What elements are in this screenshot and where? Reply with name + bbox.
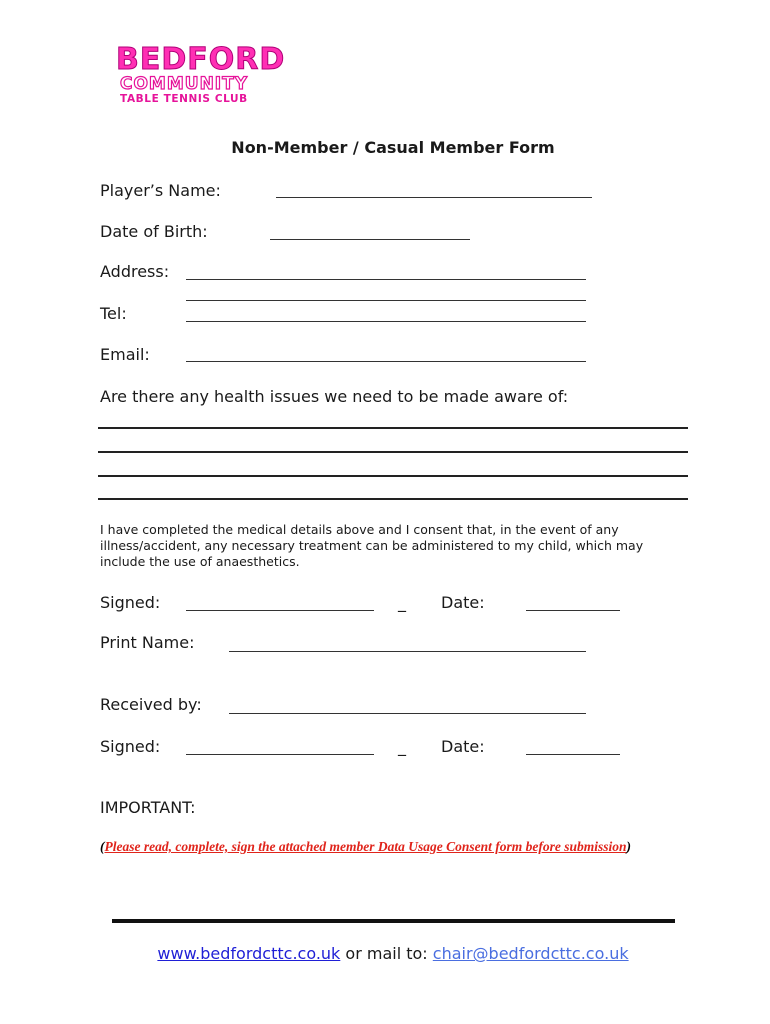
address-field-line-2[interactable]	[186, 300, 586, 301]
print-name-field[interactable]	[229, 651, 586, 652]
players-name-field[interactable]	[276, 197, 592, 198]
health-answer-line-2[interactable]	[98, 451, 688, 453]
consent-text: I have completed the medical details above and I consent that, in the event of any illness/accident, any necessary treatment can be administered to my child, which may include the use of anaesthetics.	[100, 522, 644, 569]
health-answer-line-4[interactable]	[98, 498, 688, 500]
important-note-close: )	[626, 839, 631, 854]
dob-field[interactable]	[270, 239, 470, 240]
website-link[interactable]: www.bedfordcttc.co.uk	[157, 944, 341, 963]
important-label: IMPORTANT:	[100, 798, 196, 817]
important-note-open: (	[100, 839, 105, 854]
received-by-field[interactable]	[229, 713, 586, 714]
important-note	[100, 839, 631, 855]
signed-underscore-2: _	[398, 737, 406, 756]
health-answer-line-3[interactable]	[98, 475, 688, 477]
players-name-label: Player’s Name:	[100, 181, 221, 200]
date-field[interactable]	[526, 610, 620, 611]
footer-divider	[112, 919, 675, 923]
signed-label-2: Signed:	[100, 737, 161, 756]
health-question-label: Are there any health issues we need to be made aware of:	[100, 387, 569, 406]
date-label-2: Date:	[441, 737, 485, 756]
email-label: Email:	[100, 345, 150, 364]
email-field[interactable]	[186, 361, 586, 362]
signed-label: Signed:	[100, 593, 161, 612]
important-note-text: Please read, complete, sign the attached member Data Usage Consent form before submission	[104, 839, 627, 854]
signed-field[interactable]	[186, 610, 374, 611]
tel-label: Tel:	[100, 304, 127, 323]
signed-field-2[interactable]	[186, 754, 374, 755]
footer-contact	[0, 944, 770, 963]
email-link[interactable]: chair@bedfordcttc.co.uk	[432, 944, 629, 963]
date-label: Date:	[441, 593, 485, 612]
date-field-2[interactable]	[526, 754, 620, 755]
health-answer-line-1[interactable]	[98, 427, 688, 429]
address-field-line-1[interactable]	[186, 279, 586, 280]
received-by-label: Received by:	[100, 695, 202, 714]
footer-middle-text: or mail to:	[340, 944, 433, 963]
logo-subtitle: COMMUNITY	[120, 74, 249, 94]
tel-field[interactable]	[186, 321, 586, 322]
form-title: Non-Member / Casual Member Form	[231, 138, 555, 157]
dob-label: Date of Birth:	[100, 222, 208, 241]
address-label: Address:	[100, 262, 170, 281]
logo-tagline: TABLE TENNIS CLUB	[120, 93, 248, 105]
signed-underscore: _	[398, 593, 406, 612]
logo-title: BEDFORD	[116, 42, 286, 77]
print-name-label: Print Name:	[100, 633, 195, 652]
